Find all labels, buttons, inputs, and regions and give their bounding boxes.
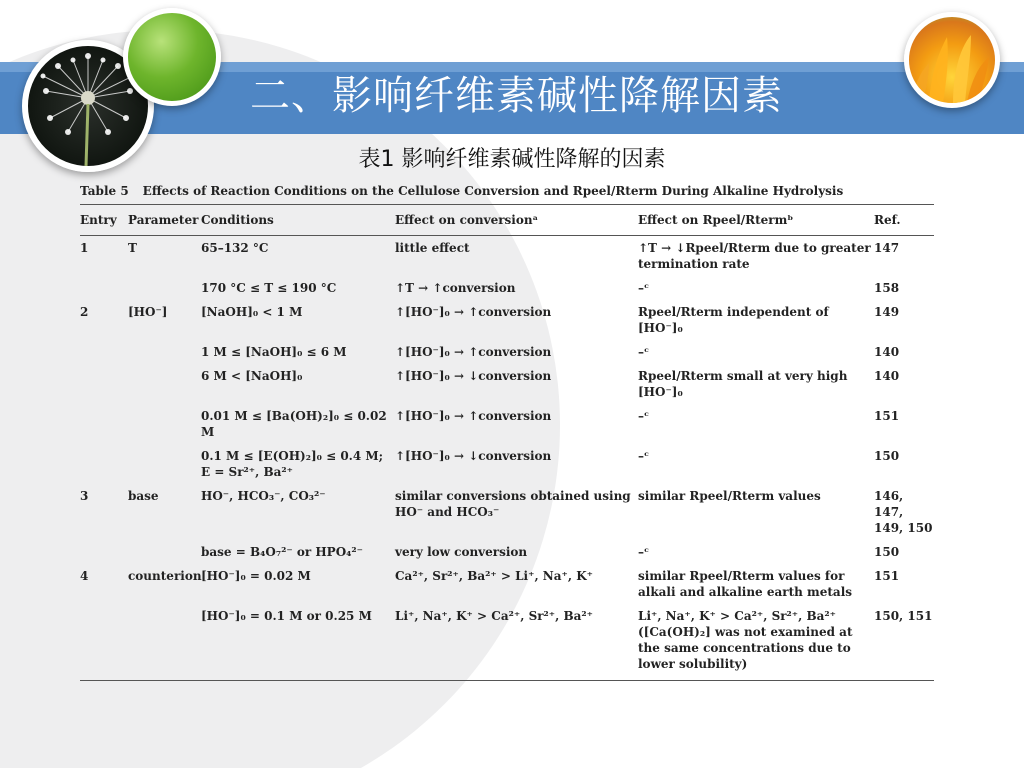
cell-effect-conversion: very low conversion xyxy=(395,545,528,559)
cell-parameter xyxy=(128,364,201,404)
tulip-photo-icon xyxy=(904,12,1000,108)
table-heading xyxy=(80,180,934,205)
cell-effect-conversion: ↑T → ↑conversion xyxy=(395,281,516,295)
cell-entry xyxy=(80,540,128,564)
table-number: Table 5 xyxy=(80,184,129,198)
green-orb-icon xyxy=(123,8,221,106)
cell-conditions: [NaOH]₀ < 1 M xyxy=(201,305,303,319)
cell-entry: 4 xyxy=(80,569,89,583)
cell-parameter xyxy=(128,404,201,444)
cell-ref: 151 xyxy=(874,409,900,423)
cell-ref: 140 xyxy=(874,345,900,359)
cell-ref: 158 xyxy=(874,281,900,295)
cell-parameter xyxy=(128,276,201,300)
cell-effect-conversion: little effect xyxy=(395,241,470,255)
cell-parameter xyxy=(128,340,201,364)
table-row xyxy=(80,564,934,604)
header-ref: Ref. xyxy=(874,205,934,236)
cell-parameter: T xyxy=(128,241,137,255)
cell-effect-ratio: ↑T → ↓Rpeel/Rterm due to greater termination rate xyxy=(638,241,871,271)
header-effect-ratio: Effect on Rpeel/Rtermᵇ xyxy=(638,205,874,236)
cell-effect-ratio: –ᶜ xyxy=(638,449,650,463)
cell-conditions: base = B₄O₇²⁻ or HPO₄²⁻ xyxy=(201,545,364,559)
cell-ref: 150, 151 xyxy=(874,604,934,681)
cell-parameter xyxy=(128,540,201,564)
cell-parameter xyxy=(128,444,201,484)
reaction-conditions-table xyxy=(80,180,934,681)
cell-ref: 140 xyxy=(874,369,900,383)
cell-effect-conversion: Li⁺, Na⁺, K⁺ > Ca²⁺, Sr²⁺, Ba²⁺ xyxy=(395,604,638,681)
cell-conditions: 6 M < [NaOH]₀ xyxy=(201,369,303,383)
cell-ref: 150 xyxy=(874,545,900,559)
table-row xyxy=(80,604,934,681)
table-row xyxy=(80,404,934,444)
cell-ref: 149 xyxy=(874,305,900,319)
cell-entry xyxy=(80,444,128,484)
cell-parameter xyxy=(128,604,201,681)
cell-entry xyxy=(80,404,128,444)
cell-conditions: 1 M ≤ [NaOH]₀ ≤ 6 M xyxy=(201,345,347,359)
table-title: Effects of Reaction Conditions on the Cellulose Conversion and Rpeel/Rterm During Alkaline Hydrolysis xyxy=(142,184,844,198)
cell-conditions: 65–132 °C xyxy=(201,241,269,255)
cell-effect-conversion: ↑[HO⁻]₀ → ↑conversion xyxy=(395,409,552,423)
cell-conditions: 170 °C ≤ T ≤ 190 °C xyxy=(201,281,337,295)
cell-ref: 147 xyxy=(874,241,900,255)
table-caption: 表1 影响纤维素碱性降解的因素 xyxy=(358,147,666,172)
cell-ref: 150 xyxy=(874,449,900,463)
cell-conditions: 0.01 M ≤ [Ba(OH)₂]₀ ≤ 0.02 M xyxy=(201,409,387,439)
cell-entry: 1 xyxy=(80,241,89,255)
cell-effect-conversion: ↑[HO⁻]₀ → ↓conversion xyxy=(395,449,552,463)
cell-effect-ratio: Rpeel/Rterm small at very high [HO⁻]₀ xyxy=(638,369,848,399)
cell-effect-conversion: Ca²⁺, Sr²⁺, Ba²⁺ > Li⁺, Na⁺, K⁺ xyxy=(395,569,594,583)
header-entry: Entry xyxy=(80,205,128,236)
header-effect-conversion: Effect on conversionᵃ xyxy=(395,205,638,236)
cell-effect-conversion: ↑[HO⁻]₀ → ↑conversion xyxy=(395,345,552,359)
cell-entry xyxy=(80,364,128,404)
cell-entry: 3 xyxy=(80,489,89,503)
table-row xyxy=(80,540,934,564)
cell-conditions: [HO⁻]₀ = 0.02 M xyxy=(201,569,311,583)
cell-entry xyxy=(80,604,128,681)
table-row xyxy=(80,276,934,300)
cell-parameter: counterion xyxy=(128,569,202,583)
table-row xyxy=(80,444,934,484)
cell-effect-ratio: similar Rpeel/Rterm values xyxy=(638,489,821,503)
cell-entry xyxy=(80,276,128,300)
table-row xyxy=(80,236,934,277)
table-row xyxy=(80,364,934,404)
cell-effect-ratio: –ᶜ xyxy=(638,545,650,559)
cell-conditions: [HO⁻]₀ = 0.1 M or 0.25 M xyxy=(201,604,395,681)
cell-ref: 146, 147, 149, 150 xyxy=(874,489,933,535)
cell-entry: 2 xyxy=(80,305,89,319)
cell-parameter: [HO⁻] xyxy=(128,305,168,319)
cell-effect-ratio: Li⁺, Na⁺, K⁺ > Ca²⁺, Sr²⁺, Ba²⁺ ([Ca(OH)₂] was not examined at the same concentrations due to lower solubility) xyxy=(638,604,874,681)
cell-effect-conversion: similar conversions obtained using HO⁻ and HCO₃⁻ xyxy=(395,489,631,519)
cell-effect-ratio: Rpeel/Rterm independent of [HO⁻]₀ xyxy=(638,305,829,335)
cell-conditions: 0.1 M ≤ [E(OH)₂]₀ ≤ 0.4 M; E = Sr²⁺, Ba²⁺ xyxy=(201,449,384,479)
cell-parameter: base xyxy=(128,489,159,503)
cell-effect-ratio: –ᶜ xyxy=(638,281,650,295)
table-row xyxy=(80,300,934,340)
cell-effect-ratio: similar Rpeel/Rterm values for alkali and alkaline earth metals xyxy=(638,569,853,599)
cell-entry xyxy=(80,340,128,364)
cell-effect-conversion: ↑[HO⁻]₀ → ↑conversion xyxy=(395,305,552,319)
cell-effect-conversion: ↑[HO⁻]₀ → ↓conversion xyxy=(395,369,552,383)
header-conditions: Conditions xyxy=(201,205,395,236)
table-row xyxy=(80,484,934,540)
cell-conditions: HO⁻, HCO₃⁻, CO₃²⁻ xyxy=(201,489,326,503)
table-header-row xyxy=(80,205,934,236)
table-row xyxy=(80,340,934,364)
header-parameter: Parameter xyxy=(128,205,201,236)
slide-title: 二、影响纤维素碱性降解因素 xyxy=(250,73,783,119)
cell-effect-ratio: –ᶜ xyxy=(638,409,650,423)
cell-effect-ratio: –ᶜ xyxy=(638,345,650,359)
cell-ref: 151 xyxy=(874,569,900,583)
